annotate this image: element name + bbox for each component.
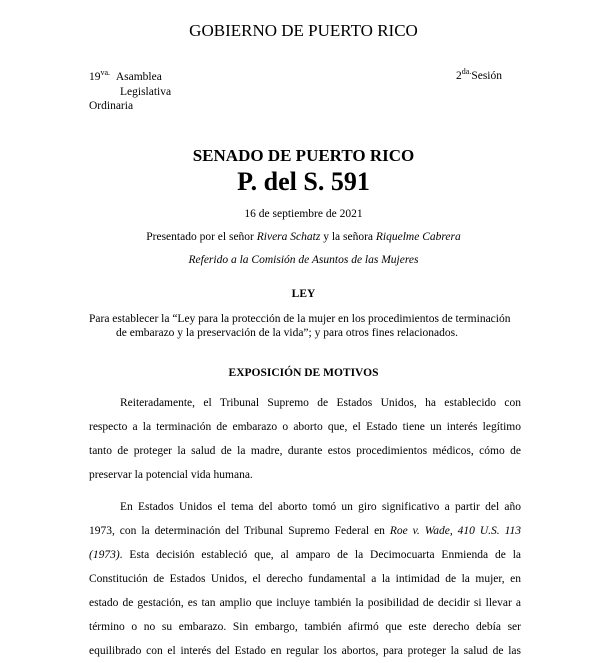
assembly-number: 19 xyxy=(89,71,101,83)
bill-number: P. del S. 591 xyxy=(237,167,370,196)
line-text: 1973, con la determinación del Tribunal Supremo Federal en xyxy=(89,525,390,537)
paragraph-1 xyxy=(89,391,521,487)
bill-date: 16 de septiembre de 2021 xyxy=(244,208,363,220)
exposition-heading: EXPOSICIÓN DE MOTIVOS xyxy=(228,367,379,379)
paragraph-line: Reiteradamente, el Tribunal Supremo de Estados Unidos, ha establecido con xyxy=(120,397,521,409)
government-title: GOBIERNO DE PUERTO RICO xyxy=(189,21,418,40)
paragraph-line: respecto a la terminación de embarazo o aborto que, el Estado tiene un interés legítimo xyxy=(89,421,521,433)
referred-to: Referido a la Comisión de Asuntos de las Mujeres xyxy=(188,254,419,266)
paragraph-line: tanto de proteger la salud de la madre, durante estos procedimientos médicos, cómo de xyxy=(89,445,521,457)
paragraph-line: preservar la potencial vida humana. xyxy=(89,469,253,481)
session-ordinal: da. xyxy=(461,67,472,76)
purpose-line-2: de embarazo y la preservación de la vida”; y para otros fines relacionados. xyxy=(116,327,458,339)
session-number: 2 xyxy=(456,70,462,82)
paragraph-line: equilibrado con el interés del Estado en regular los abortos, para proteger la salud de las xyxy=(89,645,521,657)
author-1: Rivera Schatz xyxy=(256,231,321,243)
case-citation: Roe v. Wade, 410 U.S. 113 xyxy=(389,525,521,537)
author-2: Riquelme Cabrera xyxy=(375,231,461,243)
case-year: (1973) xyxy=(89,549,120,561)
law-purpose xyxy=(89,312,529,340)
paragraph-line: estado de gestación, es tan amplio que incluye también la posibilidad de decidir si llevar a xyxy=(89,597,521,609)
paragraph-2 xyxy=(89,495,521,663)
presented-by xyxy=(0,231,607,243)
session-info xyxy=(456,67,502,82)
assembly-label-2: Legislativa xyxy=(120,85,172,98)
law-heading: LEY xyxy=(291,288,316,300)
session-label: Sesión xyxy=(471,70,502,82)
assembly-info xyxy=(89,70,171,114)
paragraph-line xyxy=(89,519,521,543)
assembly-label-3: Ordinaria xyxy=(89,100,134,112)
assembly-label: Asamblea xyxy=(115,71,162,83)
presented-mid: y la señora xyxy=(320,231,376,243)
paragraph-line xyxy=(89,543,521,567)
assembly-ordinal: va. xyxy=(100,68,111,77)
purpose-line-1: Para establecer la “Ley para la protección de la mujer en los procedimientos de terminación xyxy=(89,313,511,325)
presented-prefix: Presentado por el señor xyxy=(146,231,257,243)
paragraph-line: término o no su embarazo. Sin embargo, también afirmó que este derecho debía ser xyxy=(89,621,521,633)
paragraph-line: Constitución de Estados Unidos, el derecho fundamental a la intimidad de la mujer, en xyxy=(89,573,521,585)
chamber-title: SENADO DE PUERTO RICO xyxy=(192,146,415,165)
line-text: . Esta decisión estableció que, al amparo de la Decimocuarta Enmienda de la xyxy=(119,549,521,561)
paragraph-line: En Estados Unidos el tema del aborto tomó un giro significativo a partir del año xyxy=(120,501,521,513)
